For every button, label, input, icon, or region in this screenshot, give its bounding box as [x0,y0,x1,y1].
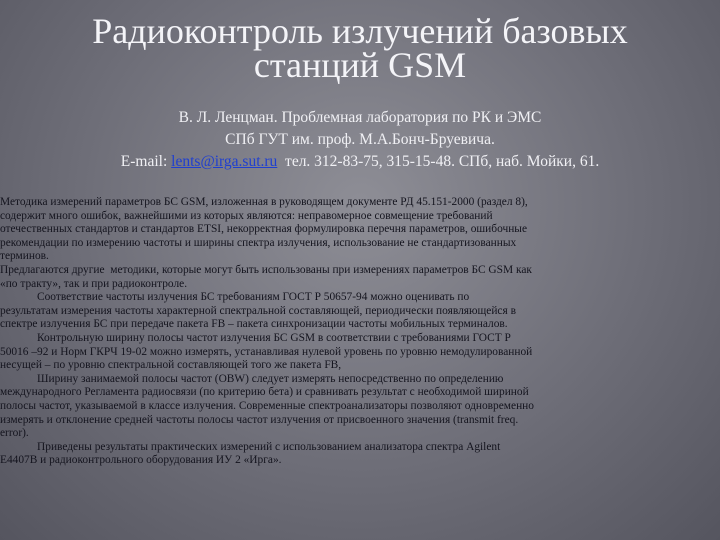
author-line-2: СПб ГУТ им. проф. М.А.Бонч-Бруевича. [225,131,495,148]
body-text-line: Ширину занимаемой полосы частот (OBW) следует измерять непосредственно по определению [0,372,504,385]
body-text-line: результатам измерения частоты характерной спектральной составляющей, периодически появляющейся в [0,304,516,317]
body-text-line: содержит много ошибок, важнейшими из которых являются: неправомерное совмещение требований [0,209,493,222]
body-text-line: рекомендации по измерению частоты и ширины спектра излучения, использование не стандартизованных [0,236,517,249]
slide-title [0,11,720,85]
body-text-line: несущей – по уровню спектральной составляющей того же пакета FB, [0,359,342,372]
slide-title-line-2: станций GSM [253,45,467,85]
author-contacts-line [0,151,720,173]
author-block [0,107,720,173]
author-line-1: В. Л. Ленцман. Проблемная лаборатория по РК и ЭМС [178,109,542,126]
body-text-line: терминов. [0,250,49,263]
body-text-line: «по тракту», так и при радиоконтроле. [0,277,188,290]
body-text-line: error). [0,427,29,440]
body-text-line: Соответствие частоты излучения БС требованиям ГОСТ Р 50657-94 можно оценивать по [0,291,470,304]
body-text-line: отечественных стандартов и стандартов ETSI, некорректная формулировка перечня параметров, ошибочные [0,223,528,236]
body-text-line: Контрольную ширину полосы частот излучения БС GSM в соответствии с требованиями ГОСТ Р [0,331,511,344]
slide-title-line-1: Радиоконтроль излучений базовых [92,11,628,51]
body-text-line: Предлагаются другие методики, которые могут быть использованы при измерениях параметров БС GSM как [0,263,532,276]
body-text [0,196,720,468]
body-text-line: международного Регламента радиосвязи (по критерию бета) и сравнивать результат с необходимой шириной [0,386,529,399]
body-text-line: Приведены результаты практических измерений с использованием анализатора спектра Agilent [0,440,501,453]
body-text-line: 50016 –92 и Норм ГКРЧ 19-02 можно измерять, устанавливая нулевой уровень по уровню немодулированной [0,345,533,358]
email-label: E-mail: [120,153,172,170]
body-text-line: полосы частот, указываемой в классе излучения. Современные спектроанализаторы позволяют одновременно [0,399,534,412]
body-text-line: измерять и отклонение средней частоты полосы частот излучения от присвоенного значения (transmit freq. [0,413,519,426]
body-text-line: E4407B и радиоконтрольного оборудования ИУ 2 «Ирга». [0,454,282,467]
email-link[interactable]: lents@irga.sut.ru [171,153,278,170]
contacts-text: тел. 312-83-75, 315-15-48. СПб, наб. Мойки, 61. [277,153,600,170]
body-text-line: Методика измерений параметров БС GSM, изложенная в руководящем документе РД 45.151-2000 (раздел 8), [0,196,528,208]
body-text-line: спектре излучения БС при передаче пакета FB – пакета синхронизации частоты мобильных терминалов. [0,318,508,331]
